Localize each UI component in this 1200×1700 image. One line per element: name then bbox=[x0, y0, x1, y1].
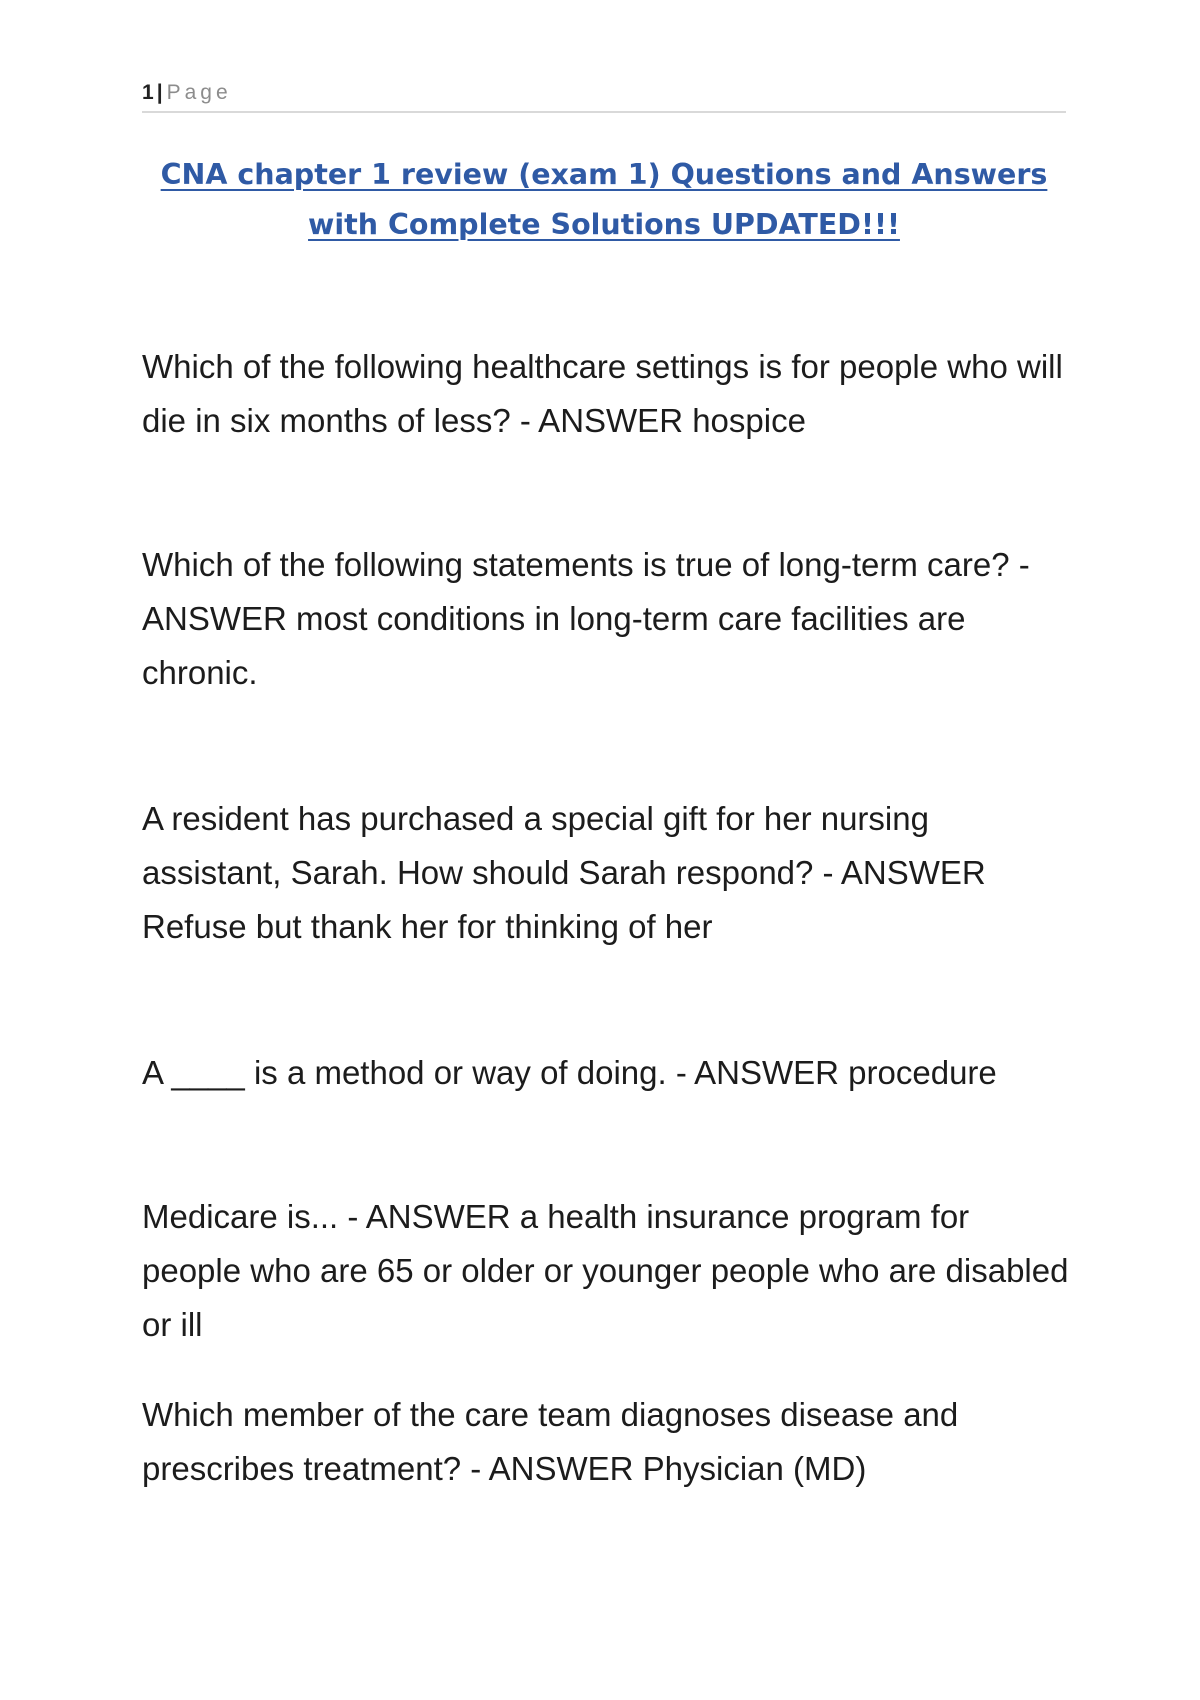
page-number: 1 bbox=[142, 81, 154, 104]
page-separator: | bbox=[156, 81, 163, 104]
qa-item-4: A ____ is a method or way of doing. - ANSWER procedure bbox=[142, 1054, 997, 1091]
qa-item-6: Which member of the care team diagnoses disease and prescribes treatment? - ANSWER Physician (MD) bbox=[142, 1396, 959, 1487]
document-title: CNA chapter 1 review (exam 1) Questions and Answers with Complete Solutions UPDATED!!! bbox=[160, 158, 1048, 241]
qa-item-3: A resident has purchased a special gift for her nursing assistant, Sarah. How should Sarah respond? - ANSWER Refuse but thank her for thinking of her bbox=[142, 800, 986, 945]
qa-item-2: Which of the following statements is true of long-term care? - ANSWER most conditions in long-term care facilities are chronic. bbox=[142, 546, 1030, 691]
page-label: Page bbox=[166, 81, 232, 104]
qa-item-5: Medicare is... - ANSWER a health insurance program for people who are 65 or older or younger people who are disabled or ill bbox=[142, 1198, 1069, 1343]
page-header bbox=[142, 80, 1066, 113]
qa-item-1: Which of the following healthcare settings is for people who will die in six months of less? - ANSWER hospice bbox=[142, 348, 1063, 439]
